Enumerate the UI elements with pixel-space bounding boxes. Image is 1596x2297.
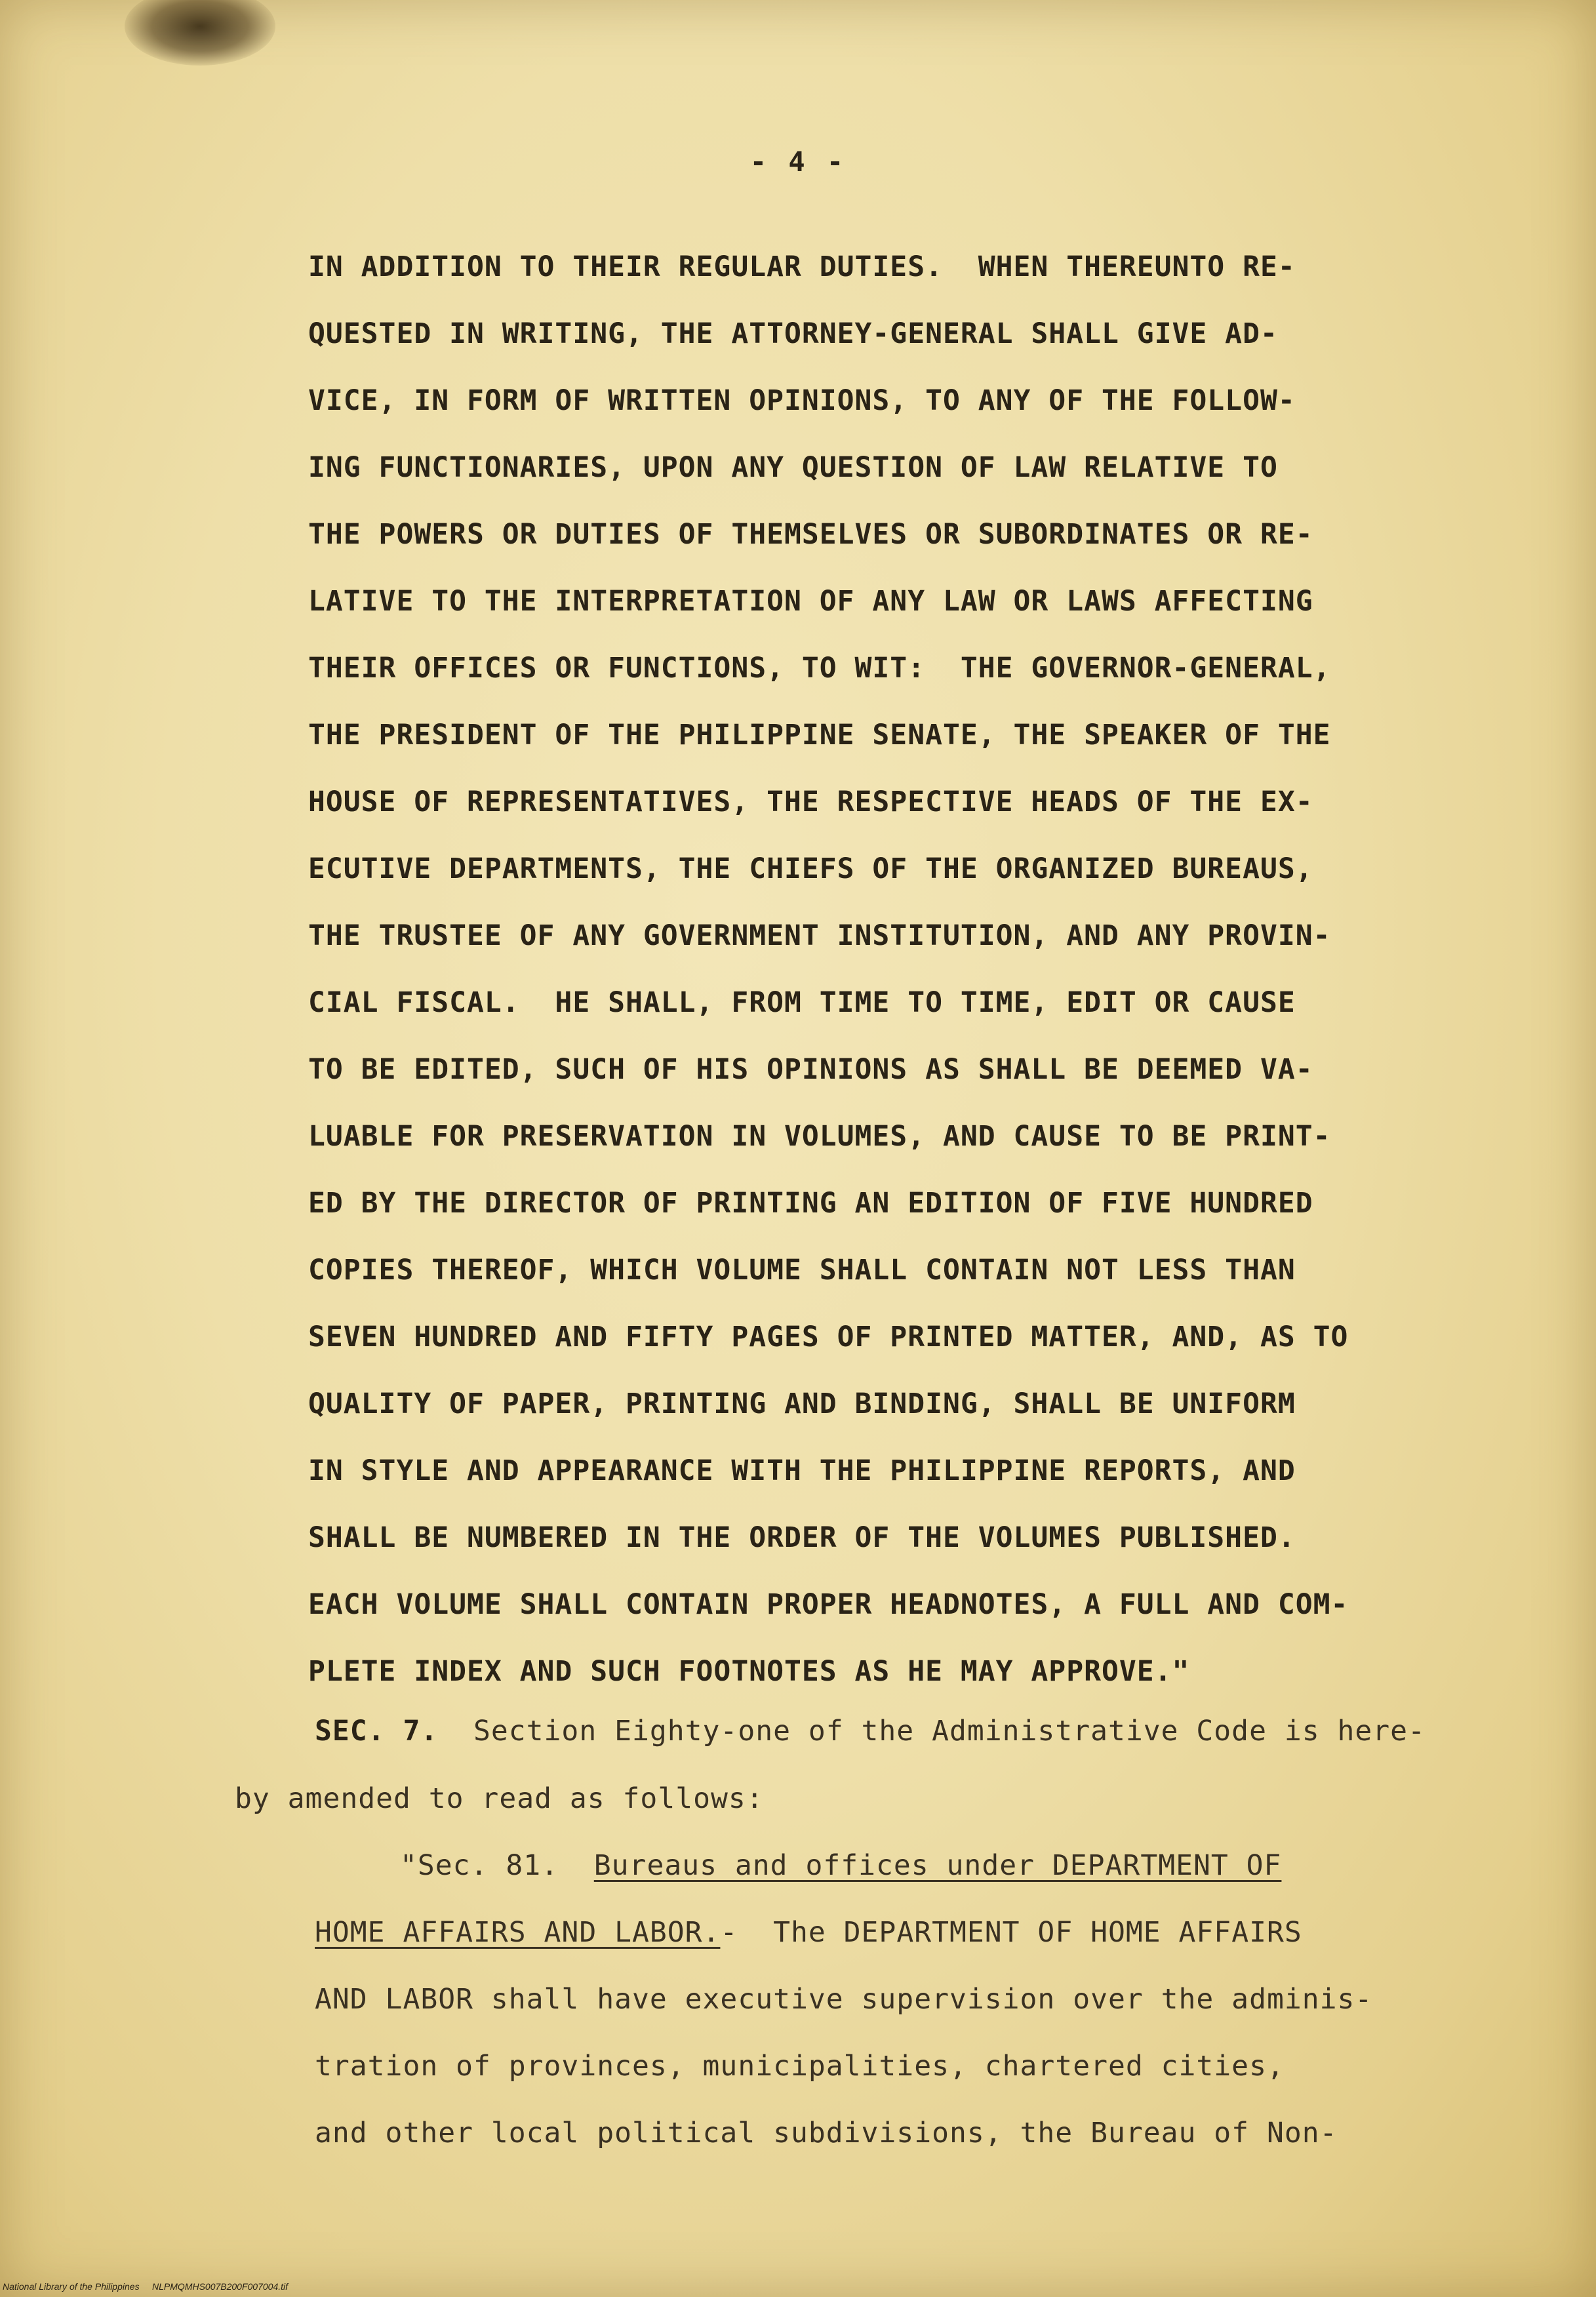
text-line-22: PLETE INDEX AND SUCH FOOTNOTES AS HE MAY APPROVE." [308, 1655, 1190, 1688]
text-line-1: IN ADDITION TO THEIR REGULAR DUTIES. WHEN THEREUNTO RE- [308, 250, 1296, 283]
text-line-18: QUALITY OF PAPER, PRINTING AND BINDING, SHALL BE UNIFORM [308, 1388, 1296, 1420]
section-81-line-4: tration of provinces, municipalities, chartered cities, [315, 2050, 1285, 2083]
text-line-21: EACH VOLUME SHALL CONTAIN PROPER HEADNOTES, A FULL AND COM- [308, 1588, 1349, 1621]
text-line-5: THE POWERS OR DUTIES OF THEMSELVES OR SUBORDINATES OR RE- [308, 518, 1313, 551]
section-7-heading [315, 1715, 1426, 1748]
text-line-10: ECUTIVE DEPARTMENTS, THE CHIEFS OF THE ORGANIZED BUREAUS, [308, 852, 1313, 885]
section-7-label: SEC. 7. [315, 1715, 439, 1748]
archive-footer: National Library of the Philippines NLPMQMHS007B200F007004.tif [3, 2281, 289, 2292]
text-line-14: LUABLE FOR PRESERVATION IN VOLUMES, AND CAUSE TO BE PRINT- [308, 1120, 1331, 1153]
text-line-6: LATIVE TO THE INTERPRETATION OF ANY LAW OR LAWS AFFECTING [308, 585, 1313, 618]
text-line-17: SEVEN HUNDRED AND FIFTY PAGES OF PRINTED MATTER, AND, AS TO [308, 1321, 1349, 1353]
text-line-4: ING FUNCTIONARIES, UPON ANY QUESTION OF LAW RELATIVE TO [308, 451, 1278, 484]
section-81-first-line [400, 1849, 1281, 1882]
text-line-12: CIAL FISCAL. HE SHALL, FROM TIME TO TIME, EDIT OR CAUSE [308, 986, 1296, 1019]
section-7-text: Section Eighty-one of the Administrative Code is here- [438, 1715, 1426, 1748]
text-line-8: THE PRESIDENT OF THE PHILIPPINE SENATE, THE SPEAKER OF THE [308, 719, 1331, 751]
page-number: - 4 - [749, 146, 847, 178]
section-81-after-heading: - The DEPARTMENT OF HOME AFFAIRS [720, 1916, 1302, 1949]
section-81-line-3: AND LABOR shall have executive supervision over the adminis- [315, 1983, 1373, 2016]
section-81-line-5: and other local political subdivisions, the Bureau of Non- [315, 2117, 1338, 2149]
ink-stain [125, 0, 275, 66]
text-line-3: VICE, IN FORM OF WRITTEN OPINIONS, TO ANY OF THE FOLLOW- [308, 384, 1296, 417]
text-line-7: THEIR OFFICES OR FUNCTIONS, TO WIT: THE GOVERNOR-GENERAL, [308, 652, 1331, 685]
text-line-19: IN STYLE AND APPEARANCE WITH THE PHILIPPINE REPORTS, AND [308, 1454, 1296, 1487]
text-line-13: TO BE EDITED, SUCH OF HIS OPINIONS AS SHALL BE DEEMED VA- [308, 1053, 1313, 1086]
text-line-11: THE TRUSTEE OF ANY GOVERNMENT INSTITUTION, AND ANY PROVIN- [308, 919, 1331, 952]
section-81-heading-part2: HOME AFFAIRS AND LABOR. [315, 1916, 721, 1949]
text-line-15: ED BY THE DIRECTOR OF PRINTING AN EDITION OF FIVE HUNDRED [308, 1187, 1313, 1220]
text-line-2: QUESTED IN WRITING, THE ATTORNEY-GENERAL SHALL GIVE AD- [308, 317, 1278, 350]
text-line-9: HOUSE OF REPRESENTATIVES, THE RESPECTIVE HEADS OF THE EX- [308, 786, 1313, 818]
section-7-continuation: by amended to read as follows: [235, 1782, 764, 1815]
section-81-second-line [315, 1916, 1302, 1949]
section-81-heading-part1: Bureaus and offices under DEPARTMENT OF [593, 1849, 1282, 1882]
section-81-open: "Sec. 81. [400, 1849, 594, 1882]
text-line-20: SHALL BE NUMBERED IN THE ORDER OF THE VOLUMES PUBLISHED. [308, 1521, 1296, 1554]
text-line-16: COPIES THEREOF, WHICH VOLUME SHALL CONTAIN NOT LESS THAN [308, 1254, 1296, 1287]
